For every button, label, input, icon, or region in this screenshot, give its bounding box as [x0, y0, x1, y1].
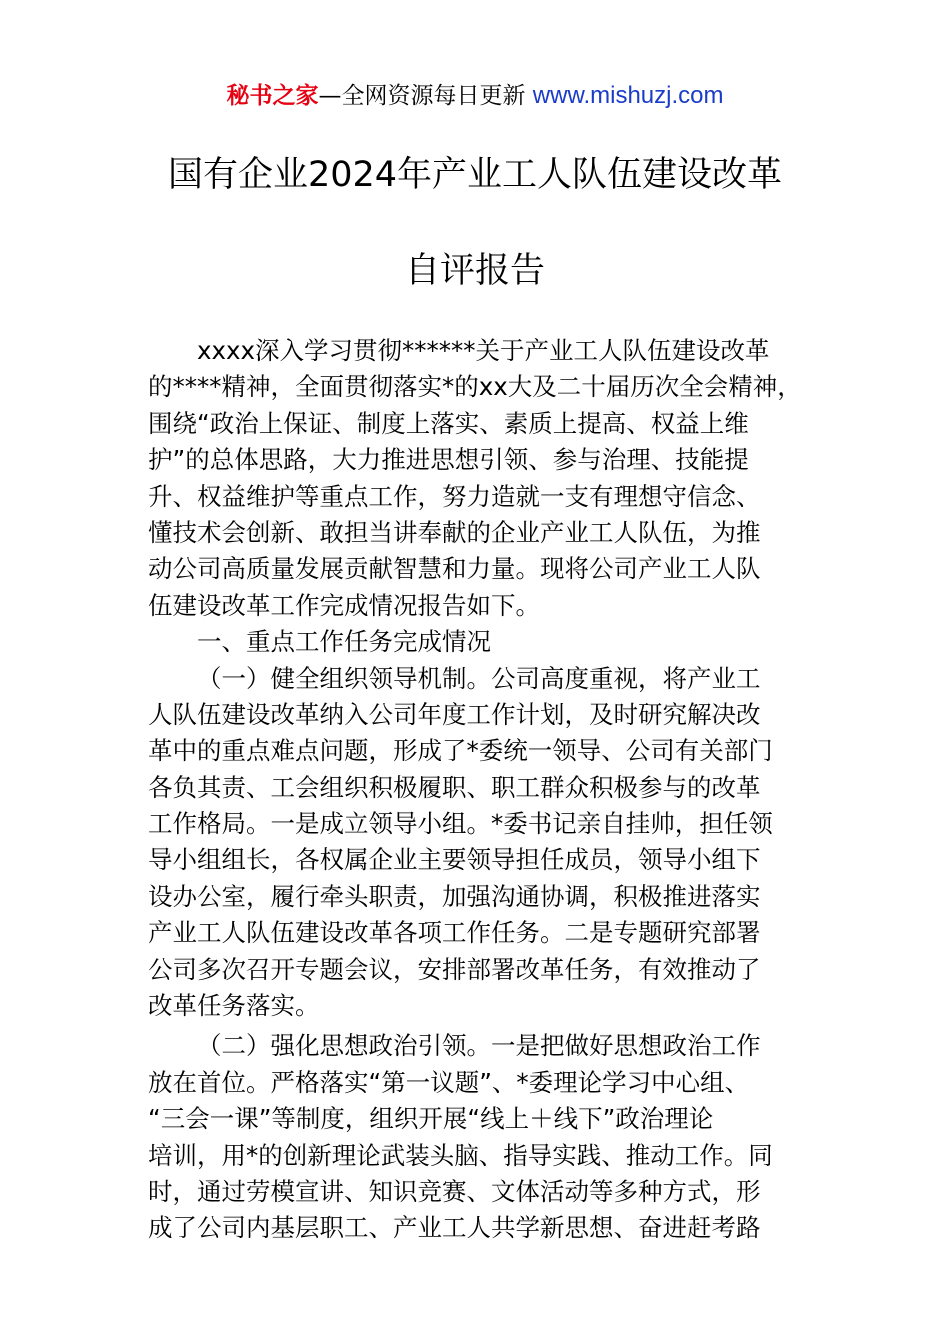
paragraph-line: 的****精神，全面贯彻落实*的xx大及二十届历次全会精神， — [148, 372, 802, 402]
paragraph-line: 动公司高质量发展贡献智慧和力量。现将公司产业工人队 — [148, 554, 761, 584]
section-heading: 一、重点工作任务完成情况 — [197, 627, 491, 657]
paragraph-line: 公司多次召开专题会议，安排部署改革任务，有效推动了 — [148, 954, 761, 984]
paragraph-line: 护”的总体思路，大力推进思想引领、参与治理、技能提 — [148, 445, 749, 475]
brand-name: 秘书之家 — [226, 83, 319, 109]
paragraph-line: 改革任务落实。 — [148, 991, 320, 1021]
paragraph-line: 革中的重点难点问题，形成了*委统一领导、公司有关部门 — [148, 736, 773, 766]
paragraph-line: 导小组组长，各权属企业主要领导担任成员，领导小组下 — [148, 845, 761, 875]
site-url-link[interactable]: www.mishuzj.com — [532, 82, 724, 109]
paragraph-line: 产业工人队伍建设改革各项工作任务。二是专题研究部署 — [148, 918, 761, 948]
banner-tagline: —全网资源每日更新 — [318, 83, 526, 109]
paragraph-line: 懂技术会创新、敢担当讲奉献的企业产业工人队伍，为推 — [148, 517, 761, 547]
paragraph-line: 时，通过劳模宣讲、知识竞赛、文体活动等多种方式，形 — [148, 1176, 761, 1206]
subsection-heading-line: （一）健全组织领导机制。公司高度重视，将产业工 — [197, 663, 761, 693]
paragraph-line: 升、权益维护等重点工作，努力造就一支有理想守信念、 — [148, 481, 761, 511]
paragraph-line: 放在首位。严格落实“第一议题”、*委理论学习中心组、 — [148, 1067, 750, 1097]
paragraph-line: “三会一课”等制度，组织开展“线上＋线下”政治理论 — [148, 1104, 714, 1134]
paragraph-line: 工作格局。一是成立领导小组。*委书记亲自挂帅，担任领 — [148, 809, 773, 839]
paragraph-line: 设办公室，履行牵头职责，加强沟通协调，积极推进落实 — [148, 881, 761, 911]
paragraph-line: 围绕“政治上保证、制度上落实、素质上提高、权益上维 — [148, 408, 749, 438]
site-banner — [0, 80, 950, 112]
document-title-line-1: 国有企业2024年产业工人队伍建设改革 — [167, 155, 783, 195]
paragraph-line: 培训，用*的创新理论武装头脑、指导实践、推动工作。同 — [148, 1140, 773, 1170]
paragraph-line: 伍建设改革工作完成情况报告如下。 — [148, 590, 540, 620]
document-title-line-2: 自评报告 — [404, 251, 545, 291]
paragraph-line: 成了公司内基层职工、产业工人共学新思想、奋进赶考路 — [148, 1213, 761, 1243]
subsection-heading-line: （二）强化思想政治引领。一是把做好思想政治工作 — [197, 1031, 761, 1061]
paragraph-line: xxxx深入学习贯彻******关于产业工人队伍建设改革 — [197, 336, 770, 365]
paragraph-line: 人队伍建设改革纳入公司年度工作计划，及时研究解决改 — [148, 699, 761, 729]
document-body — [148, 333, 818, 1247]
paragraph-line: 各负其责、工会组织积极履职、职工群众积极参与的改革 — [148, 772, 761, 802]
